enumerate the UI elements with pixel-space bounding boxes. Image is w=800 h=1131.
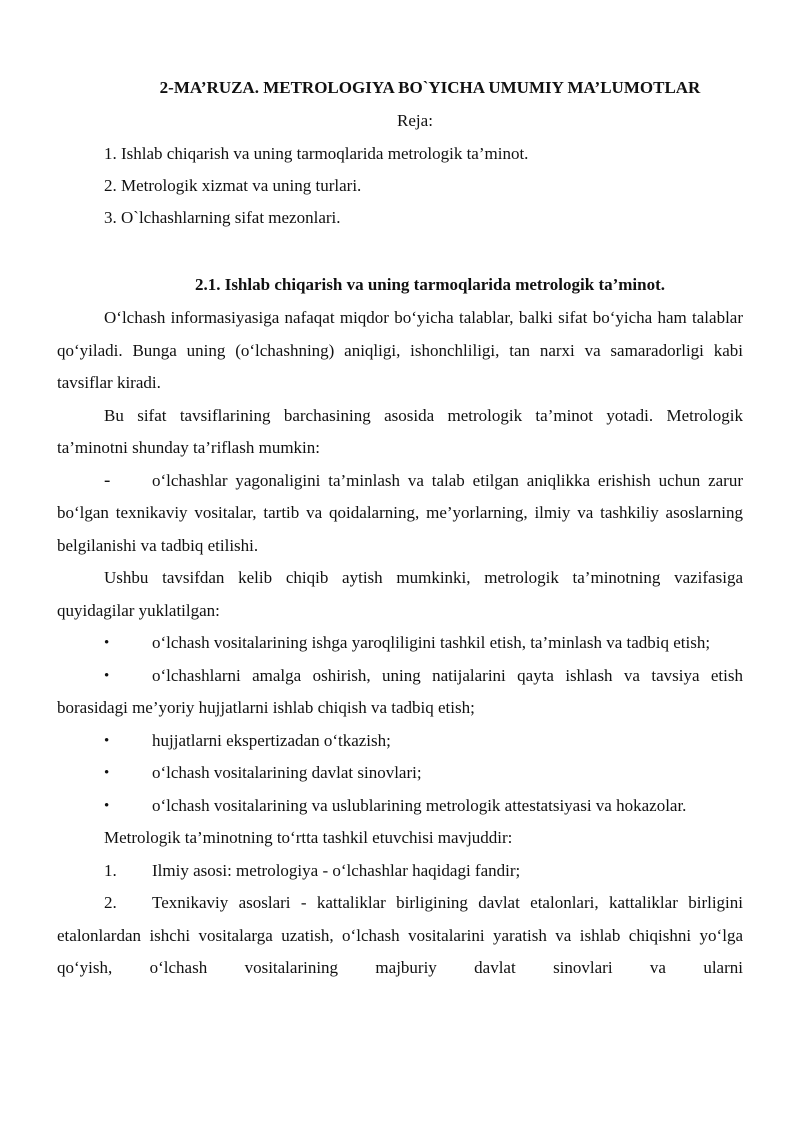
- bullet-marker: •: [104, 732, 110, 749]
- spacer: [57, 234, 743, 270]
- paragraph: Ushbu tavsifdan kelib chiqib aytish mumkinki, metrologik ta’minotning vazifasiga quyidagilar yuklatilgan:: [57, 568, 743, 620]
- plan-item: 1. Ishlab chiqarish va uning tarmoqlarida metrologik ta’minot.: [104, 144, 529, 163]
- paragraph: O‘lchash informasiyasiga nafaqat miqdor bo‘yicha talablar, balki sifat bo‘yicha ham talablar qo‘yiladi. Bunga uning (o‘lchashning) aniqligi, ishonchliligi, tan narxi va samaradorligi kabi tavsiflar kiradi.: [57, 308, 743, 392]
- plan-heading: Reja:: [397, 111, 433, 130]
- bullet-item-text: o‘lchash vositalarining ishga yaroqliligini tashkil etish, ta’minlash va tadbiq etish;: [152, 633, 711, 652]
- dash-item-text: o‘lchashlar yagonaligini ta’minlash va talab etilgan aniqlikka erishish uchun zarur bo‘lgan texnikaviy vositalar, tartib va qoidalarning, me’yorlarning, ilmiy va tashkiliy asoslarning belgilanishi va tadbiq etilishi.: [57, 470, 743, 555]
- item-number: 2.: [104, 893, 117, 912]
- bullet-list-item: [57, 757, 743, 790]
- bullet-list-item: [57, 790, 743, 823]
- bullet-marker: •: [104, 765, 110, 781]
- paragraph: Metrologik ta’minotning to‘rtta tashkil etuvchisi mavjuddir:: [104, 828, 513, 847]
- bullet-marker: •: [104, 797, 110, 814]
- dash-marker: -: [104, 469, 111, 491]
- item-number: 1.: [104, 860, 117, 880]
- bullet-list-item: [57, 725, 743, 758]
- plan-item: 3. O`lchashlarning sifat mezonlari.: [104, 208, 341, 227]
- numbered-item-text: Ilmiy asosi: metrologiya - o‘lchashlar haqidagi fandir;: [152, 860, 521, 880]
- numbered-list-item: [57, 855, 743, 888]
- plan-item: 2. Metrologik xizmat va uning turlari.: [104, 176, 362, 195]
- section-title: 2.1. Ishlab chiqarish va uning tarmoqlarida metrologik ta’minot.: [194, 275, 666, 294]
- bullet-item-text: o‘lchashlarni amalga oshirish, uning natijalarini qayta ishlash va tavsiya etish borasidagi me’yoriy hujjatlarni ishlab chiqish va tadbiq etish;: [57, 665, 743, 717]
- lecture-title: 2-MA’RUZA. METROLOGIYA BO`YICHA UMUMIY MA’LUMOTLAR: [159, 78, 701, 97]
- numbered-list-item: [57, 887, 743, 985]
- bullet-list-item: [57, 627, 743, 660]
- bullet-item-text: o‘lchash vositalarining va uslublarining metrologik attestatsiyasi va hokazolar.: [152, 795, 687, 815]
- paragraph: Bu sifat tavsiflarining barchasining asosida metrologik ta’minot yotadi. Metrologik ta’minotni shunday ta’riflash mumkin:: [57, 405, 743, 457]
- document-page: [57, 73, 743, 985]
- bullet-marker: •: [104, 635, 110, 651]
- bullet-item-text: o‘lchash vositalarining davlat sinovlari;: [152, 763, 422, 782]
- dash-list-item: [57, 465, 743, 563]
- bullet-list-item: [57, 660, 743, 725]
- numbered-item-text: Texnikaviy asoslari - kattaliklar birligining davlat etalonlari, kattaliklar birligini etalonlardan ishchi vositalarga uzatish, o‘lchash vositalarini yaratish va ishlab chiqishni yo‘lga qo‘yish, o‘lchash vositalarining majburiy davlat sinovlari va ularni: [57, 893, 743, 977]
- bullet-marker: •: [104, 667, 110, 684]
- bullet-item-text: hujjatlarni ekspertizadan o‘tkazish;: [152, 730, 391, 750]
